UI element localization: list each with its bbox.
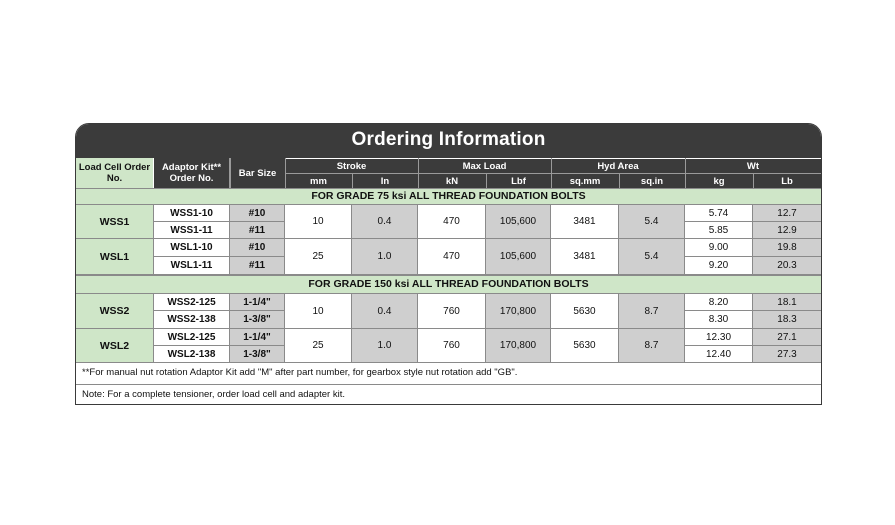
- wt-lb: 27.3: [753, 346, 821, 363]
- wt-kg: 5.85: [685, 222, 753, 239]
- wt-lb: 12.9: [753, 222, 821, 239]
- stroke-mm: 25: [285, 329, 352, 363]
- ordering-information-table: [75, 123, 822, 405]
- load-cell-order-no: WSL1: [76, 239, 154, 275]
- header-wt-lb: Lb: [753, 174, 821, 188]
- header-divider: [230, 158, 231, 188]
- header-divider: [352, 174, 353, 188]
- header-wt-kg: kg: [685, 174, 753, 188]
- max-load-kn: 470: [418, 205, 486, 239]
- section-band: FOR GRADE 75 ksi ALL THREAD FOUNDATION BOLTS: [76, 188, 821, 205]
- wt-lb: 12.7: [753, 205, 821, 222]
- header-max-load-lbf: Lbf: [486, 174, 551, 188]
- section-band: FOR GRADE 150 ksi ALL THREAD FOUNDATION BOLTS: [76, 275, 821, 294]
- footnote-complete-tensioner: Note: For a complete tensioner, order load cell and adapter kit.: [76, 384, 821, 404]
- header-bar-size: Bar Size: [230, 158, 285, 188]
- wt-kg: 9.20: [685, 257, 753, 275]
- wt-lb: 20.3: [753, 257, 821, 275]
- header-divider: [619, 174, 620, 188]
- bar-size: 1-3/8": [230, 346, 285, 363]
- wt-lb: 18.1: [753, 294, 821, 311]
- header-load-cell: Load Cell Order No.: [76, 158, 154, 188]
- stroke-in: 0.4: [352, 294, 418, 329]
- hyd-area-sqin: 8.7: [619, 329, 685, 363]
- wt-kg: 5.74: [685, 205, 753, 222]
- header-hyd-sqmm: sq.mm: [551, 174, 619, 188]
- max-load-lbf: 170,800: [486, 329, 551, 363]
- bar-size: 1-1/4": [230, 329, 285, 346]
- stroke-mm: 10: [285, 205, 352, 239]
- hyd-area-sqin: 5.4: [619, 205, 685, 239]
- header-divider: [285, 173, 821, 174]
- wt-kg: 12.30: [685, 329, 753, 346]
- adaptor-kit-order-no: WSL1-11: [154, 257, 230, 275]
- load-cell-order-no: WSL2: [76, 329, 154, 363]
- wt-kg: 12.40: [685, 346, 753, 363]
- wt-lb: 18.3: [753, 311, 821, 329]
- hyd-area-sqmm: 5630: [551, 329, 619, 363]
- stroke-in: 1.0: [352, 239, 418, 275]
- adaptor-kit-order-no: WSL1-10: [154, 239, 230, 257]
- adaptor-kit-order-no: WSL2-125: [154, 329, 230, 346]
- stroke-in: 1.0: [352, 329, 418, 363]
- header-hyd-sqin: sq.in: [619, 174, 685, 188]
- hyd-area-sqin: 5.4: [619, 239, 685, 275]
- load-cell-order-no: WSS2: [76, 294, 154, 329]
- wt-lb: 27.1: [753, 329, 821, 346]
- wt-kg: 8.30: [685, 311, 753, 329]
- table-title: Ordering Information: [351, 129, 546, 150]
- hyd-area-sqmm: 3481: [551, 239, 619, 275]
- footnote-adaptor-kit: **For manual nut rotation Adaptor Kit add "M" after part number, for gearbox style nut rotation add "GB".: [82, 367, 518, 378]
- max-load-lbf: 170,800: [486, 294, 551, 329]
- stroke-in: 0.4: [352, 205, 418, 239]
- wt-lb: 19.8: [753, 239, 821, 257]
- header-divider: [753, 174, 754, 188]
- adaptor-kit-order-no: WSS1-10: [154, 205, 230, 222]
- bar-size: 1-3/8": [230, 311, 285, 329]
- hyd-area-sqmm: 5630: [551, 294, 619, 329]
- bar-size: #11: [230, 257, 285, 275]
- wt-kg: 9.00: [685, 239, 753, 257]
- hyd-area-sqmm: 3481: [551, 205, 619, 239]
- adaptor-kit-order-no: WSS1-11: [154, 222, 230, 239]
- header-stroke-mm: mm: [285, 174, 352, 188]
- header-divider: [486, 174, 487, 188]
- header-wt: Wt: [685, 159, 821, 174]
- wt-kg: 8.20: [685, 294, 753, 311]
- adaptor-kit-order-no: WSS2-138: [154, 311, 230, 329]
- header-max-load: Max Load: [418, 159, 551, 174]
- header-stroke: Stroke: [285, 159, 418, 174]
- header-hyd-area: Hyd Area: [551, 159, 685, 174]
- adaptor-kit-order-no: WSS2-125: [154, 294, 230, 311]
- stroke-mm: 25: [285, 239, 352, 275]
- bar-size: #10: [230, 239, 285, 257]
- max-load-lbf: 105,600: [486, 205, 551, 239]
- hyd-area-sqin: 8.7: [619, 294, 685, 329]
- max-load-lbf: 105,600: [486, 239, 551, 275]
- stroke-mm: 10: [285, 294, 352, 329]
- max-load-kn: 760: [418, 329, 486, 363]
- bar-size: 1-1/4": [230, 294, 285, 311]
- load-cell-order-no: WSS1: [76, 205, 154, 239]
- header-adaptor-kit: Adaptor Kit** Order No.: [154, 158, 230, 188]
- max-load-kn: 760: [418, 294, 486, 329]
- max-load-kn: 470: [418, 239, 486, 275]
- bar-size: #10: [230, 205, 285, 222]
- bar-size: #11: [230, 222, 285, 239]
- adaptor-kit-order-no: WSL2-138: [154, 346, 230, 363]
- header-max-load-kn: kN: [418, 174, 486, 188]
- header-stroke-in: In: [352, 174, 418, 188]
